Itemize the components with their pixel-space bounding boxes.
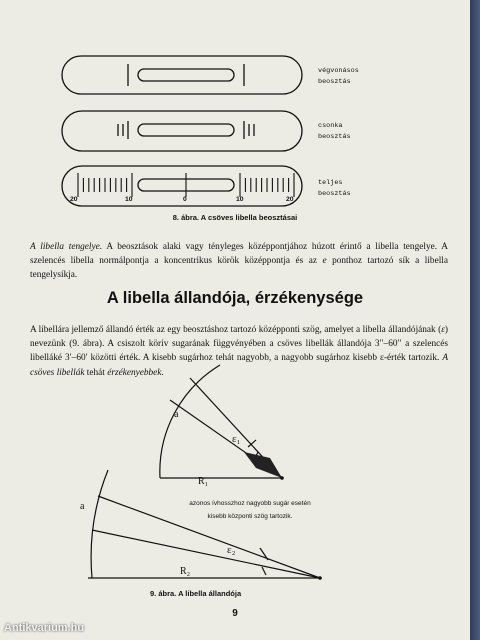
page-number: 9 [232,608,238,619]
ray-lower-a [92,530,320,578]
paragraph-text: ) nevezünk (9. ábra). A csiszolt körív sugarának függvényében a csöves libellák állandója 3′′–60′′ a szelencés libelláké 3′–60′ közötti érték. A kisebb sugárhoz tehát nagyobb, a nagyobb sugárhoz kisebb ε-érték tartozik. [30,325,448,364]
arc-r1 [160,365,220,478]
symbol-epsilon: ε [441,325,445,335]
paragraph-text: tehát [84,367,108,378]
label-line: csonka [318,122,343,130]
label-line: végvonásos [318,67,359,75]
paragraph-text: A libellára jellemző állandó érték az egy beosztáshoz tartozó középponti szög, amelyet a libella állandójának ( [30,325,442,335]
scale-number: 20 [70,196,78,203]
page-edge [470,0,480,640]
symbol-e: e [322,256,327,267]
figure-9-caption: 9. ábra. A libella állandója [150,589,242,598]
term-emphasis: érzékenyebbek [107,367,162,378]
label-line: beosztás [318,78,351,86]
note-line: azonos ívhosszhoz nagyobb sugár esetén [189,500,311,507]
scale-number: 20 [286,196,294,203]
note-line: kisebb központi szög tartozik. [207,513,293,520]
arc-r2 [91,470,108,578]
term-emphasis: A libella tengelye. [30,242,103,252]
label-line: teljes [318,179,343,187]
label-a-upper: a [174,409,179,420]
watermark: Antikvarium.hu [4,622,85,634]
paragraph-text: ponthoz tartozó sík a libella tengelysíkja. [30,256,448,281]
label-epsilon-2: ε₂ [227,544,236,556]
label-r2: R₂ [180,566,191,577]
section-heading: A libella állandója, érzékenysége [106,289,364,307]
label-epsilon-1: ε₁ [232,433,241,445]
hatched-angle [244,452,282,478]
figure-9-note [170,497,330,523]
label-line: beosztás [318,190,351,198]
label-a-lower: a [80,501,85,512]
scale-number: 0 [183,196,187,203]
label-line: beosztás [318,133,351,141]
label-r1: R₁ [198,476,209,487]
paragraph-text: A beosztások alaki vagy tényleges középpontjához húzott érintő a libella tengelye. A szelencés libella normálpontja a koncentrikus körök középpontja és az [30,242,448,267]
figure-8-caption: 8. ábra. A csöves libella beosztásai [172,213,298,222]
scale-number: 10 [236,196,244,203]
term-emphasis: A csöves libellák [30,353,448,378]
paragraph-text: . [161,367,164,378]
scale-number: 10 [125,196,133,203]
